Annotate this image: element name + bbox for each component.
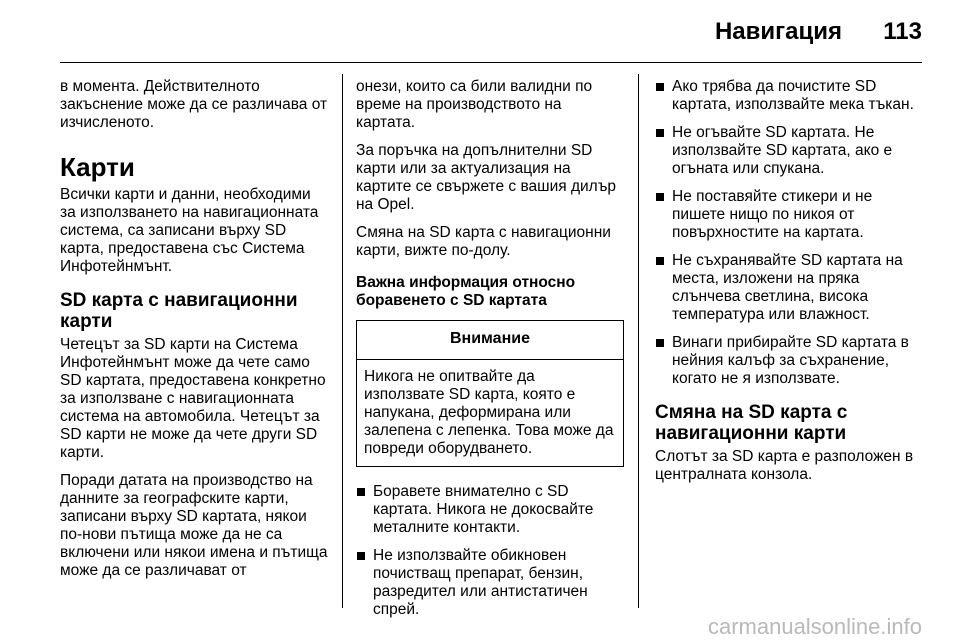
validity-paragraph: онези, които са били валидни по време на производството на картата. — [356, 78, 593, 131]
list-item: Не съхранявайте SD картата на места, изложени на пряка слънчева светлина, висока температура или влажност. — [655, 252, 925, 324]
watermark: carmanualsonline.info — [707, 614, 922, 639]
bullet-square-icon — [357, 552, 365, 560]
column-divider-1 — [342, 74, 343, 608]
caution-title: Внимание — [357, 321, 623, 360]
replace-reference-paragraph: Смяна на SD карта с навигационни карти, вижте по-долу. — [356, 224, 611, 259]
caution-box — [356, 320, 624, 467]
section-title: Навигация — [714, 18, 842, 45]
bullet-square-icon — [656, 257, 664, 265]
care-list — [655, 78, 925, 388]
list-item: Не използвайте обикновен почистващ препарат, бензин, разредител или антистатичен спрей. — [356, 547, 624, 619]
bullet-square-icon — [357, 488, 365, 496]
list-item: Боравете внимателно с SD картата. Никога не докосвайте металните контакти. — [356, 483, 624, 537]
maps-paragraph: Всички карти и данни, необходими за използването на навигационната система, са записани върху SD карта, предоставена със Система Инфотейнмънт. — [60, 186, 319, 275]
bullet-square-icon — [656, 129, 664, 137]
order-paragraph: За поръчка на допълнителни SD карти или за актуализация на картите се свържете с вашия дилър на Opel. — [356, 142, 616, 213]
replace-sd-heading: Смяна на SD карта с навигационни карти — [655, 402, 848, 444]
sd-reader-paragraph: Четецът за SD карти на Система Инфотейнмънт може да чете само SD картата, предоставена конкретно за използване с навигационната система на автомобила. Четецът за SD карти не може да чете други SD карти. — [60, 336, 326, 461]
bullet-square-icon — [656, 83, 664, 91]
column-2 — [356, 78, 624, 629]
list-item: Не поставяйте стикери и не пишете нищо по никоя от повърхностите на картата. — [655, 188, 925, 242]
list-item: Ако трябва да почистите SD картата, използвайте мека тъкан. — [655, 78, 925, 114]
handling-list — [356, 483, 624, 619]
intro-paragraph: в момента. Действителното закъснение може да се различава от изчисленото. — [60, 78, 328, 131]
list-item: Винаги прибирайте SD картата в нейния калъф за съхранение, когато не я използвате. — [655, 334, 925, 388]
column-divider-2 — [638, 74, 639, 608]
maps-heading: Карти — [60, 152, 135, 182]
page-number: 113 — [883, 18, 922, 45]
column-1 — [60, 78, 330, 590]
column-3 — [655, 78, 925, 494]
caution-text: Никога не опитвайте да използвате SD карта, която е напукана, деформирана или залепена с лепенка. Това може да повреди оборудването. — [364, 368, 614, 457]
bullet-square-icon — [656, 193, 664, 201]
handling-heading: Важна информация относно боравенето с SD картата — [356, 274, 576, 309]
page-header — [0, 0, 960, 62]
bullet-square-icon — [656, 339, 664, 347]
slot-location-paragraph: Слотът за SD карта е разположен в централната конзола. — [655, 448, 914, 483]
list-item: Не огъвайте SD картата. Не използвайте SD картата, ако е огъната или спукана. — [655, 124, 925, 178]
sd-card-heading: SD карта с навигационни карти — [60, 290, 298, 332]
production-date-paragraph: Поради датата на производство на данните за географските карти, записани върху SD картата, някои по-нови пътища може да не са включени или някои имена и пътища може да се различават от — [60, 472, 328, 579]
header-divider — [60, 62, 922, 63]
